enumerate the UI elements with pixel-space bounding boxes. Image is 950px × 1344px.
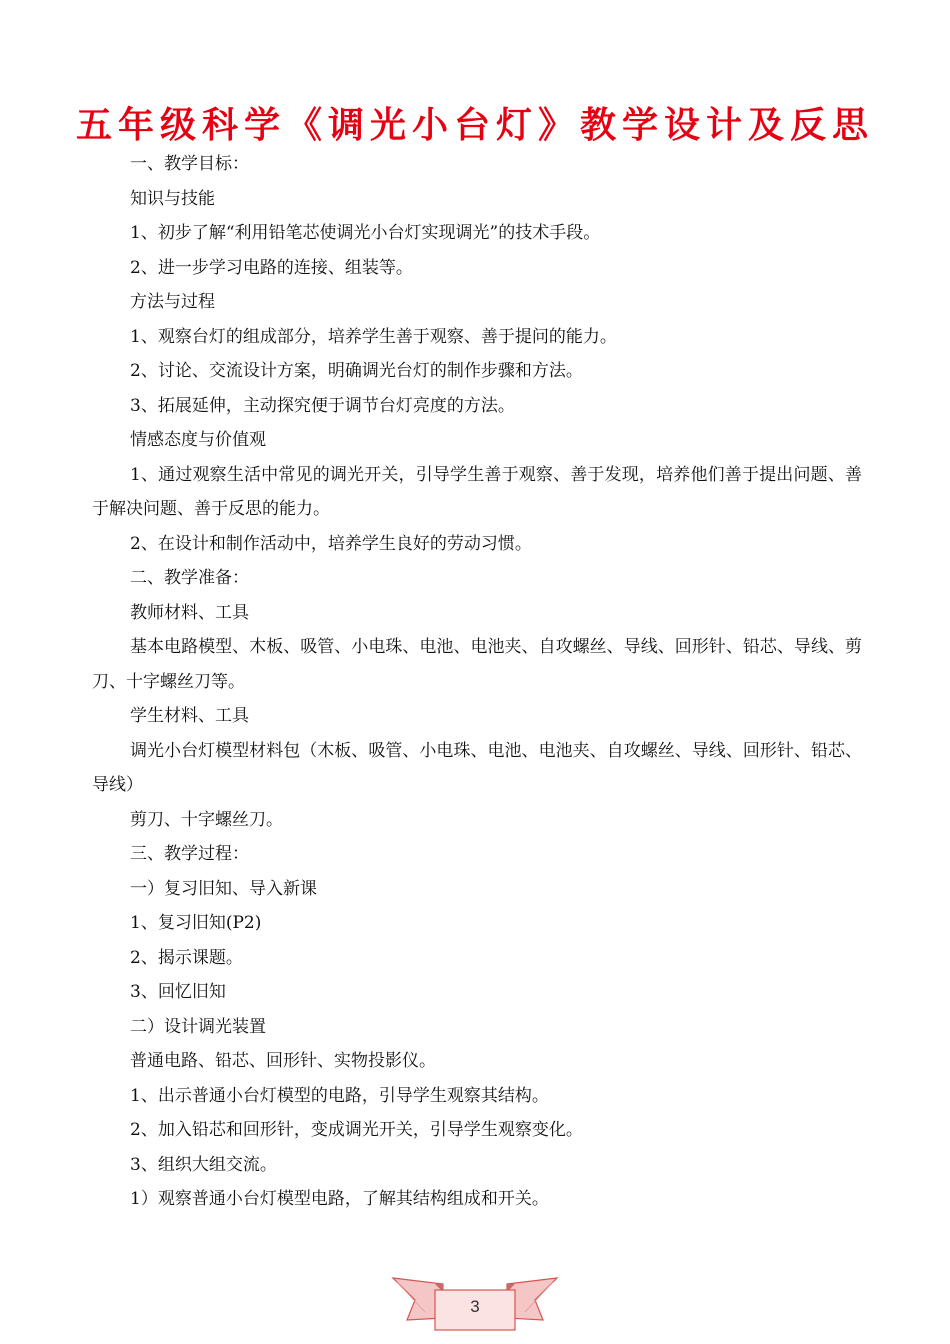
paragraph: 普通电路、铅芯、回形针、实物投影仪。 bbox=[130, 1051, 436, 1071]
paragraph: 教师材料、工具 bbox=[130, 602, 249, 623]
paragraph: 一）复习旧知、导入新课 bbox=[130, 878, 317, 899]
paragraph: 3、回忆旧知 bbox=[130, 982, 226, 1002]
paragraph: 学生材料、工具 bbox=[130, 706, 249, 726]
document-body bbox=[92, 147, 862, 1217]
paragraph: 知识与技能 bbox=[130, 188, 215, 209]
paragraph: 剪刀、十字螺丝刀。 bbox=[130, 809, 283, 830]
paragraph: 2、进一步学习电路的连接、组装等。 bbox=[130, 257, 413, 278]
paragraph: 二、教学准备： bbox=[130, 568, 249, 588]
paragraph: 2、揭示课题。 bbox=[130, 947, 243, 968]
paragraph: 3、拓展延伸，主动探究便于调节台灯亮度的方法。 bbox=[130, 395, 515, 416]
paragraph: 2、加入铅芯和回形针，变成调光开关，引导学生观察变化。 bbox=[130, 1120, 583, 1140]
paragraph: 调光小台灯模型材料包（木板、吸管、小电珠、电池、电池夹、自攻螺丝、导线、回形针、铅芯、导线） bbox=[92, 740, 862, 795]
page-footer bbox=[0, 1262, 950, 1344]
paragraph: 1、通过观察生活中常见的调光开关，引导学生善于观察、善于发现，培养他们善于提出问题、善于解决问题、善于反思的能力。 bbox=[92, 464, 862, 519]
paragraph: 1、出示普通小台灯模型的电路，引导学生观察其结构。 bbox=[130, 1085, 549, 1106]
paragraph: 二）设计调光装置 bbox=[130, 1016, 266, 1037]
paragraph: 情感态度与价值观 bbox=[130, 430, 266, 450]
paragraph: 2、在设计和制作活动中，培养学生良好的劳动习惯。 bbox=[130, 533, 532, 554]
paragraph: 1、复习旧知(P2) bbox=[130, 913, 262, 933]
paragraph: 三、教学过程： bbox=[130, 844, 249, 864]
paragraph: 2、讨论、交流设计方案，明确调光台灯的制作步骤和方法。 bbox=[130, 361, 583, 381]
paragraph: 3、组织大组交流。 bbox=[130, 1154, 277, 1175]
paragraph: 1、初步了解“利用铅笔芯使调光小台灯实现调光”的技术手段。 bbox=[130, 223, 601, 243]
document-title: 五年级科学《调光小台灯》教学设计及反思 bbox=[75, 105, 874, 146]
paragraph: 一、教学目标： bbox=[130, 154, 249, 174]
paragraph: 1、观察台灯的组成部分，培养学生善于观察、善于提问的能力。 bbox=[130, 326, 617, 347]
paragraph: 1）观察普通小台灯模型电路，了解其结构组成和开关。 bbox=[130, 1189, 549, 1209]
page-number: 3 bbox=[470, 1297, 480, 1316]
paragraph: 方法与过程 bbox=[130, 292, 215, 312]
paragraph: 基本电路模型、木板、吸管、小电珠、电池、电池夹、自攻螺丝、导线、回形针、铅芯、导线、剪刀、十字螺丝刀等。 bbox=[92, 637, 862, 692]
